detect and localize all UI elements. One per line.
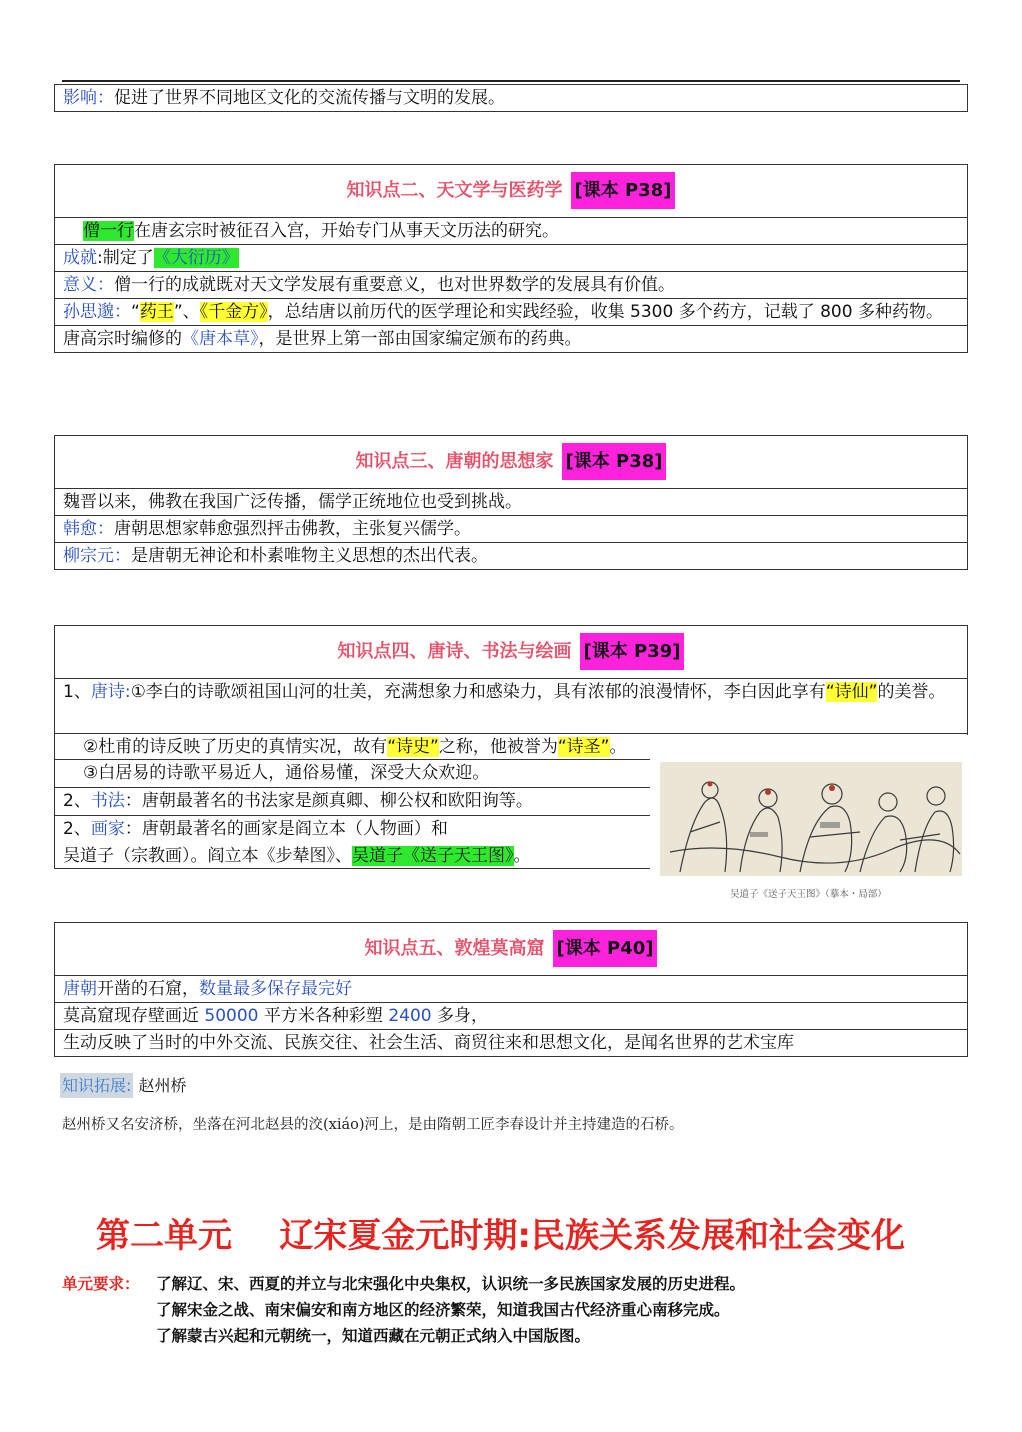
section4-row-5 (55, 815, 650, 870)
mural-area: 50000 (204, 1006, 259, 1026)
unit-req-3: 了解蒙古兴起和元朝统一，知道西藏在元朝正式纳入中国版图。 (156, 1326, 591, 1345)
dayan-calendar: 《大衍历》 (153, 248, 239, 268)
tang-dynasty: 唐朝 (63, 979, 97, 999)
sunsimiao-label: 孙思邈： (63, 302, 131, 322)
liuzongyuan-label: 柳宗元： (63, 546, 131, 566)
section4-row-2 (54, 733, 968, 759)
section4-left-block (54, 759, 650, 869)
tang-materia-text1: 唐高宗时编修的 (63, 329, 182, 349)
extension-text: 赵州桥又名安济桥，坐落在河北赵县的洨(xiáo)河上，是由隋朝工匠李春设计并主持建造的石桥。 (62, 1117, 684, 1133)
section3-row-2 (55, 515, 967, 542)
painter-end: 。 (513, 846, 531, 866)
section2-title: 知识点二、天文学与医药学 (346, 180, 563, 201)
section4-row-1 (55, 678, 967, 705)
poetry-history: “诗史” (387, 737, 439, 757)
medicine-king: 药王 (139, 302, 174, 322)
influence-text: 促进了世界不同地区文化的交流传播与文明的发展。 (114, 88, 505, 108)
statue-count: 2400 (388, 1006, 432, 1026)
painting-sketch (660, 762, 962, 876)
painter-text: ：唐朝最著名的画家是阎立本（人物画）和 (124, 819, 448, 839)
grotto-text: 开凿的石窟， (97, 979, 199, 999)
qianjinfang: 《千金方》 (199, 302, 268, 322)
dufu-end: 。 (609, 737, 627, 757)
libai-end: 的美誉。 (877, 682, 946, 702)
section5-tag: [课本 P40] (553, 930, 658, 967)
mural-text-a: 莫高窟现存壁画近 (63, 1006, 205, 1026)
section2-row-2 (55, 244, 967, 271)
quote-close: ”、 (173, 302, 200, 322)
achievement-label: 成就 (63, 248, 97, 268)
hanyu-text: 唐朝思想家韩愈强烈抨击佛教，主张复兴儒学。 (114, 519, 471, 539)
best-preserved: 数量最多保存最完好 (199, 979, 352, 999)
section4-heading (55, 626, 967, 678)
section2-tag: [课本 P38] (571, 172, 676, 209)
section3-tag: [课本 P38] (562, 443, 667, 480)
extension-label: 知识拓展: (60, 1073, 133, 1098)
section2-row-4 (55, 298, 967, 325)
extension-heading (60, 1072, 187, 1100)
sunsimiao-text: ，总结唐以前历代的医学理论和实践经验，收集 5300 多个药方，记载了 800 多种药物。 (267, 302, 943, 322)
poetry-label: 唐诗: (90, 682, 131, 702)
section5-heading (55, 923, 967, 975)
section-thinkers (54, 435, 968, 570)
unit-req-1: 了解辽、宋、西夏的并立与北宋强化中央集权，认识统一多民族国家发展的历史进程。 (156, 1274, 746, 1293)
hanyu-label: 韩愈： (63, 519, 114, 539)
mural-text-b: 平方米各种彩塑 (258, 1006, 389, 1026)
poetry-num: 1、 (63, 682, 91, 702)
section-dunhuang (54, 922, 968, 1057)
section-poetry-calligraphy (54, 625, 968, 735)
painter-num: 2、 (63, 819, 91, 839)
section4-title: 知识点四、唐诗、书法与绘画 (337, 641, 572, 662)
poetry-immortal: “诗仙” (825, 682, 878, 702)
painting-caption: 吴道子《送子天王图》（摹本・局部） (730, 889, 887, 900)
wudaozi-painting: 吴道子《送子天王图》 (352, 846, 514, 866)
baijuyi-text: ③白居易的诗歌平易近人，通俗易懂，深受大众欢迎。 (83, 763, 490, 783)
dufu-text2: 之称，他被誉为 (438, 737, 558, 757)
dufu-text1: ②杜甫的诗反映了历史的真情实况，故有 (83, 737, 388, 757)
section5-title: 知识点五、敦煌莫高窟 (364, 938, 545, 959)
calligraphy-label: 书法 (90, 791, 125, 811)
unit-req-2: 了解宋金之战、南宋偏安和南方地区的经济繁荣，知道我国古代经济重心南移完成。 (156, 1300, 730, 1319)
yixing-text: 在唐玄宗时被征召入宫，开始专门从事天文历法的研究。 (134, 221, 559, 241)
extension-title: 赵州桥 (133, 1076, 187, 1095)
top-rule (62, 80, 960, 82)
section4-row-4 (55, 787, 650, 815)
calligraphy-text: ：唐朝最著名的书法家是颜真卿、柳公权和欧阳询等。 (124, 791, 533, 811)
influence-row (55, 85, 967, 111)
liuzongyuan-text: 是唐朝无神论和朴素唯物主义思想的杰出代表。 (131, 546, 488, 566)
calligraphy-num: 2、 (63, 791, 91, 811)
unit-req-label: 单元要求： (62, 1274, 140, 1293)
section4-tag: [课本 P39] (580, 633, 685, 670)
section2-row-3 (55, 271, 967, 298)
dunhuang-summary: 生动反映了当时的中外交流、民族交往、社会生活、商贸往来和思想文化，是闻名世界的艺术宝库 (63, 1033, 794, 1053)
painter-label: 画家 (90, 819, 125, 839)
significance-text: 僧一行的成就既对天文学发展有重要意义，也对世界数学的发展具有价值。 (114, 275, 675, 295)
yixing-name: 僧一行 (83, 221, 134, 241)
section3-heading (55, 436, 967, 488)
section5-row-2 (55, 1002, 967, 1029)
section3-row-3 (55, 542, 967, 569)
achievement-text: :制定了 (97, 248, 154, 268)
tang-materia-text2: ，是世界上第一部由国家编定颁布的药典。 (258, 329, 582, 349)
section5-row-1 (55, 975, 967, 1002)
influence-label: 影响： (63, 88, 114, 108)
influence-box (54, 84, 968, 112)
mural-text-c: 多身， (431, 1006, 488, 1026)
section3-row-1 (55, 488, 967, 515)
painting-image (660, 762, 962, 876)
libai-text: ①李白的诗歌颂祖国山河的壮美，充满想象力和感染力，具有浓郁的浪漫情怀，李白因此享有 (130, 682, 826, 702)
poetry-sage: “诗圣” (557, 737, 610, 757)
buddhism-text: 魏晋以来，佛教在我国广泛传播，儒学正统地位也受到挑战。 (63, 492, 522, 512)
section-astronomy-medicine (54, 164, 968, 353)
significance-label: 意义： (63, 275, 114, 295)
section2-heading (55, 165, 967, 217)
unit-title: 第二单元 辽宋夏金元时期:民族关系发展和社会变化 (96, 1216, 905, 1256)
painter-text2: 吴道子（宗教画）。阎立本《步辇图》、 (63, 846, 352, 866)
section3-title: 知识点三、唐朝的思想家 (355, 451, 554, 472)
section2-row-1 (55, 217, 967, 244)
section4-row-3 (55, 759, 650, 787)
section2-row-5 (55, 325, 967, 352)
quote-open: “ (131, 302, 140, 322)
tang-materia-book: 《唐本草》 (182, 329, 259, 349)
section5-row-3 (55, 1029, 967, 1056)
